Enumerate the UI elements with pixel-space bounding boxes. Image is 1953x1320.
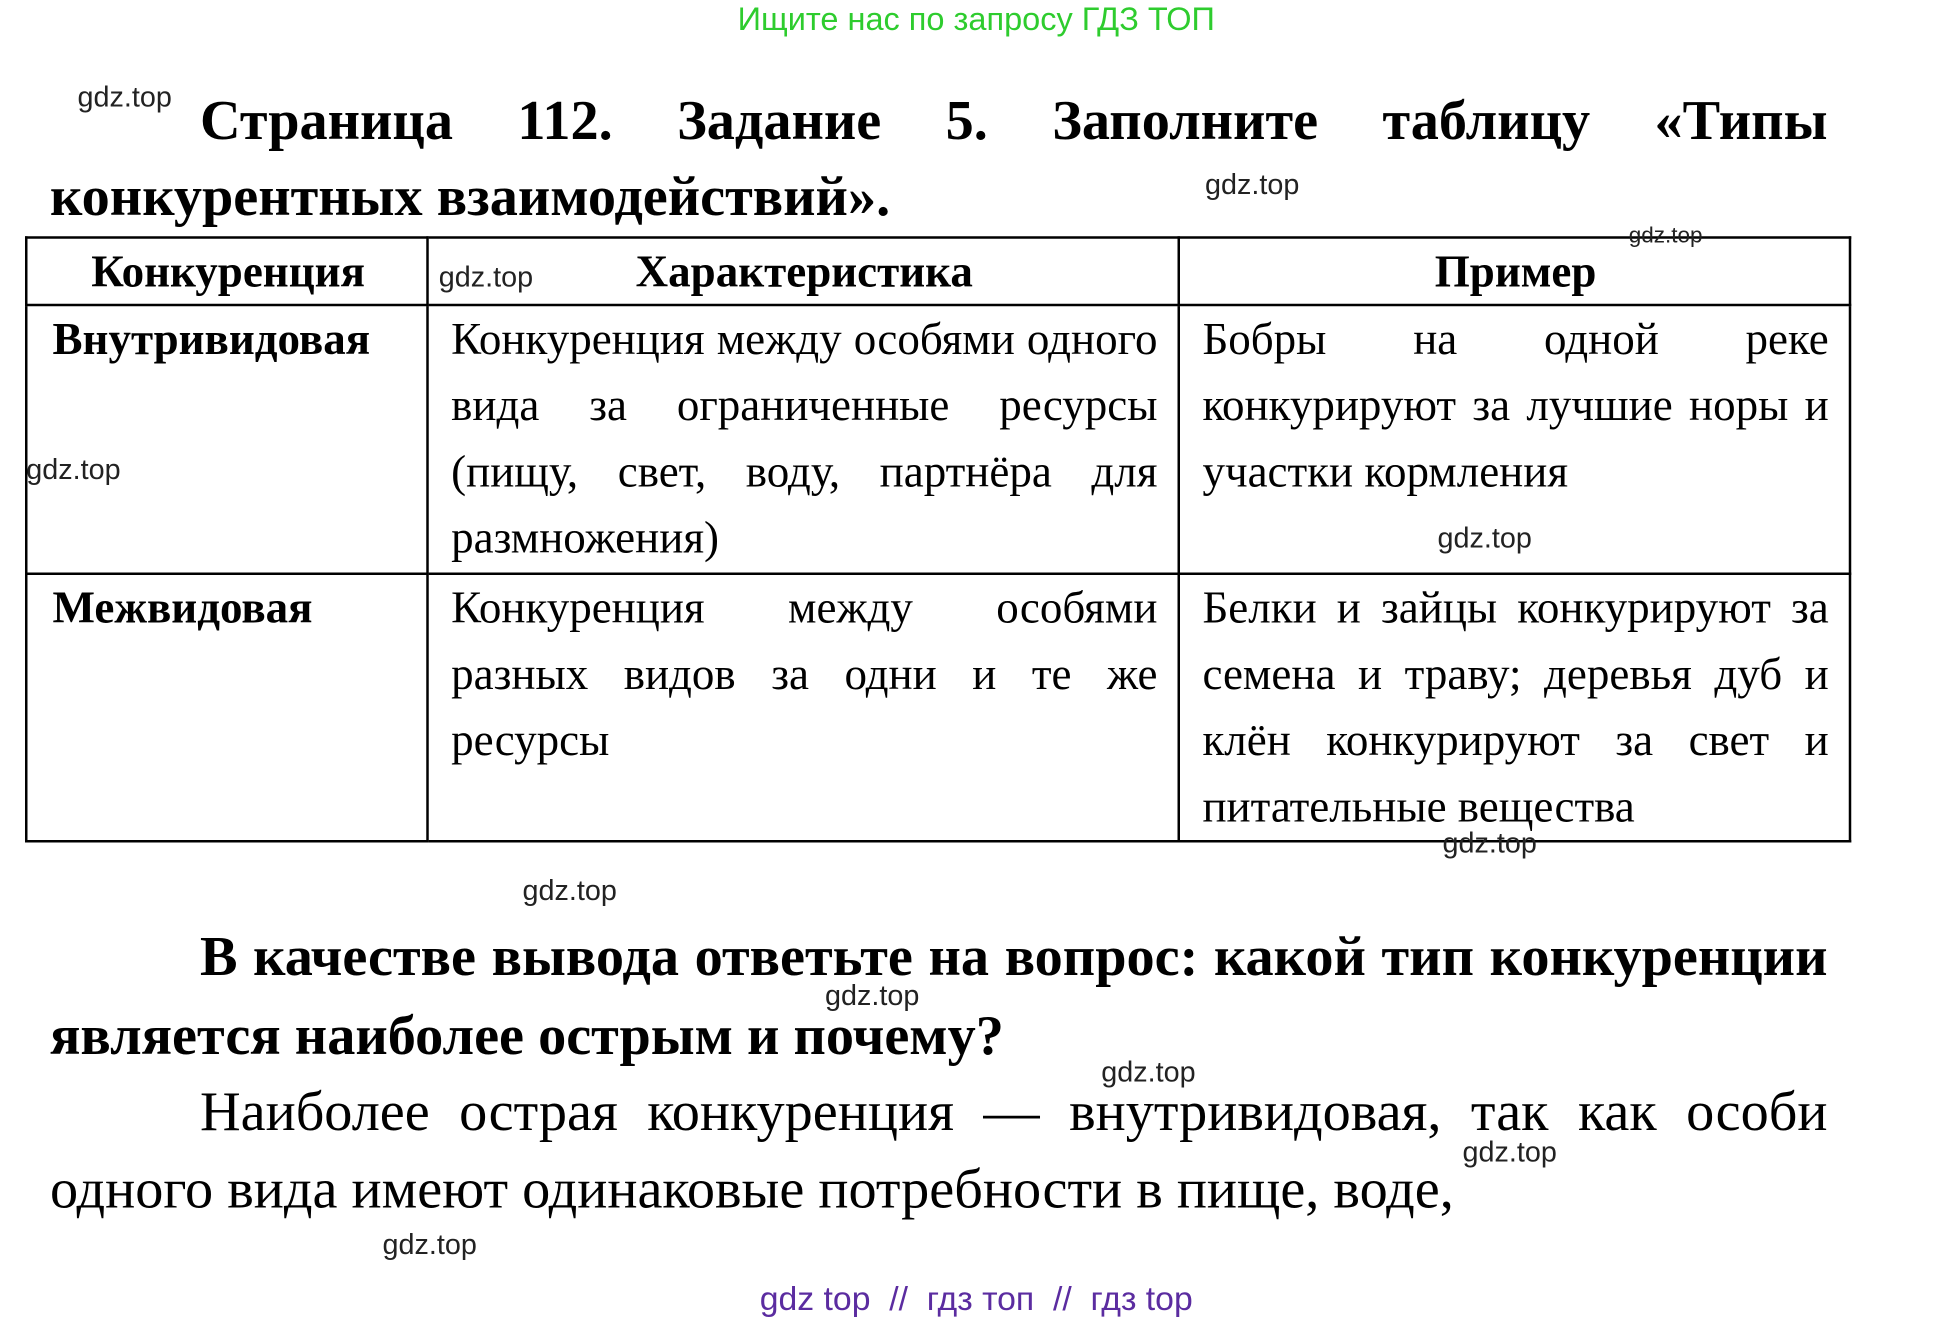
competition-table [25,236,1851,842]
watermark: gdz.top [1462,1135,1557,1168]
watermark: gdz.top [1442,826,1537,859]
watermark: gdz.top [1628,222,1703,248]
cell-type: Межвидовая [26,574,427,842]
watermark: gdz.top [1437,521,1532,554]
watermark: gdz.top [825,978,920,1012]
conclusion-answer-text: Наиболее острая конкуренция — внутривидовая, так как особи одного вида имеют одинаковые потребности в пище, воде, [50,1080,1828,1220]
watermark: gdz.top [522,873,617,907]
header-competition: Конкуренция [26,238,427,306]
watermark: gdz.top [382,1227,477,1260]
cell-type: Внутривидовая [26,305,427,574]
table-header-row [26,238,1850,306]
conclusion-question-text: В качестве вывода ответьте на вопрос: какой тип конкуренции является наиболее острым и почему? [50,925,1828,1067]
conclusion-question [50,918,1828,1076]
table-row [26,574,1850,842]
conclusion-answer [50,1073,1828,1228]
watermark: gdz.top [438,260,534,293]
task-title [50,83,1828,236]
watermark: gdz.top [1101,1055,1196,1088]
watermark: gdz.top [26,452,121,485]
task-title-text: Страница 112. Задание 5. Заполните таблицу «Типы конкурентных взаимодействий». [50,88,1828,228]
table-row [26,305,1850,574]
watermark: gdz.top [1205,167,1300,200]
cell-characteristic: Конкуренция между особями разных видов за одни и те же ресурсы [427,574,1178,842]
cell-example: Белки и зайцы конкурируют за семена и траву; деревья дуб и клён конкурируют за свет и питательные вещества [1179,574,1850,842]
watermark: gdz.top [77,80,172,113]
cell-example: Бобры на одной реке конкурируют за лучшие норы и участки кормления [1179,305,1850,574]
footer-watermark: gdz top // гдз топ // гдз top [759,1280,1193,1318]
cell-characteristic: Конкуренция между особями одного вида за ограниченные ресурсы (пищу, свет, воду, партнёра для размножения) [427,305,1178,574]
header-example: Пример [1179,238,1850,306]
top-banner: Ищите нас по запросу ГДЗ ТОП [737,0,1215,38]
header-characteristic: Характеристика [427,238,1178,306]
